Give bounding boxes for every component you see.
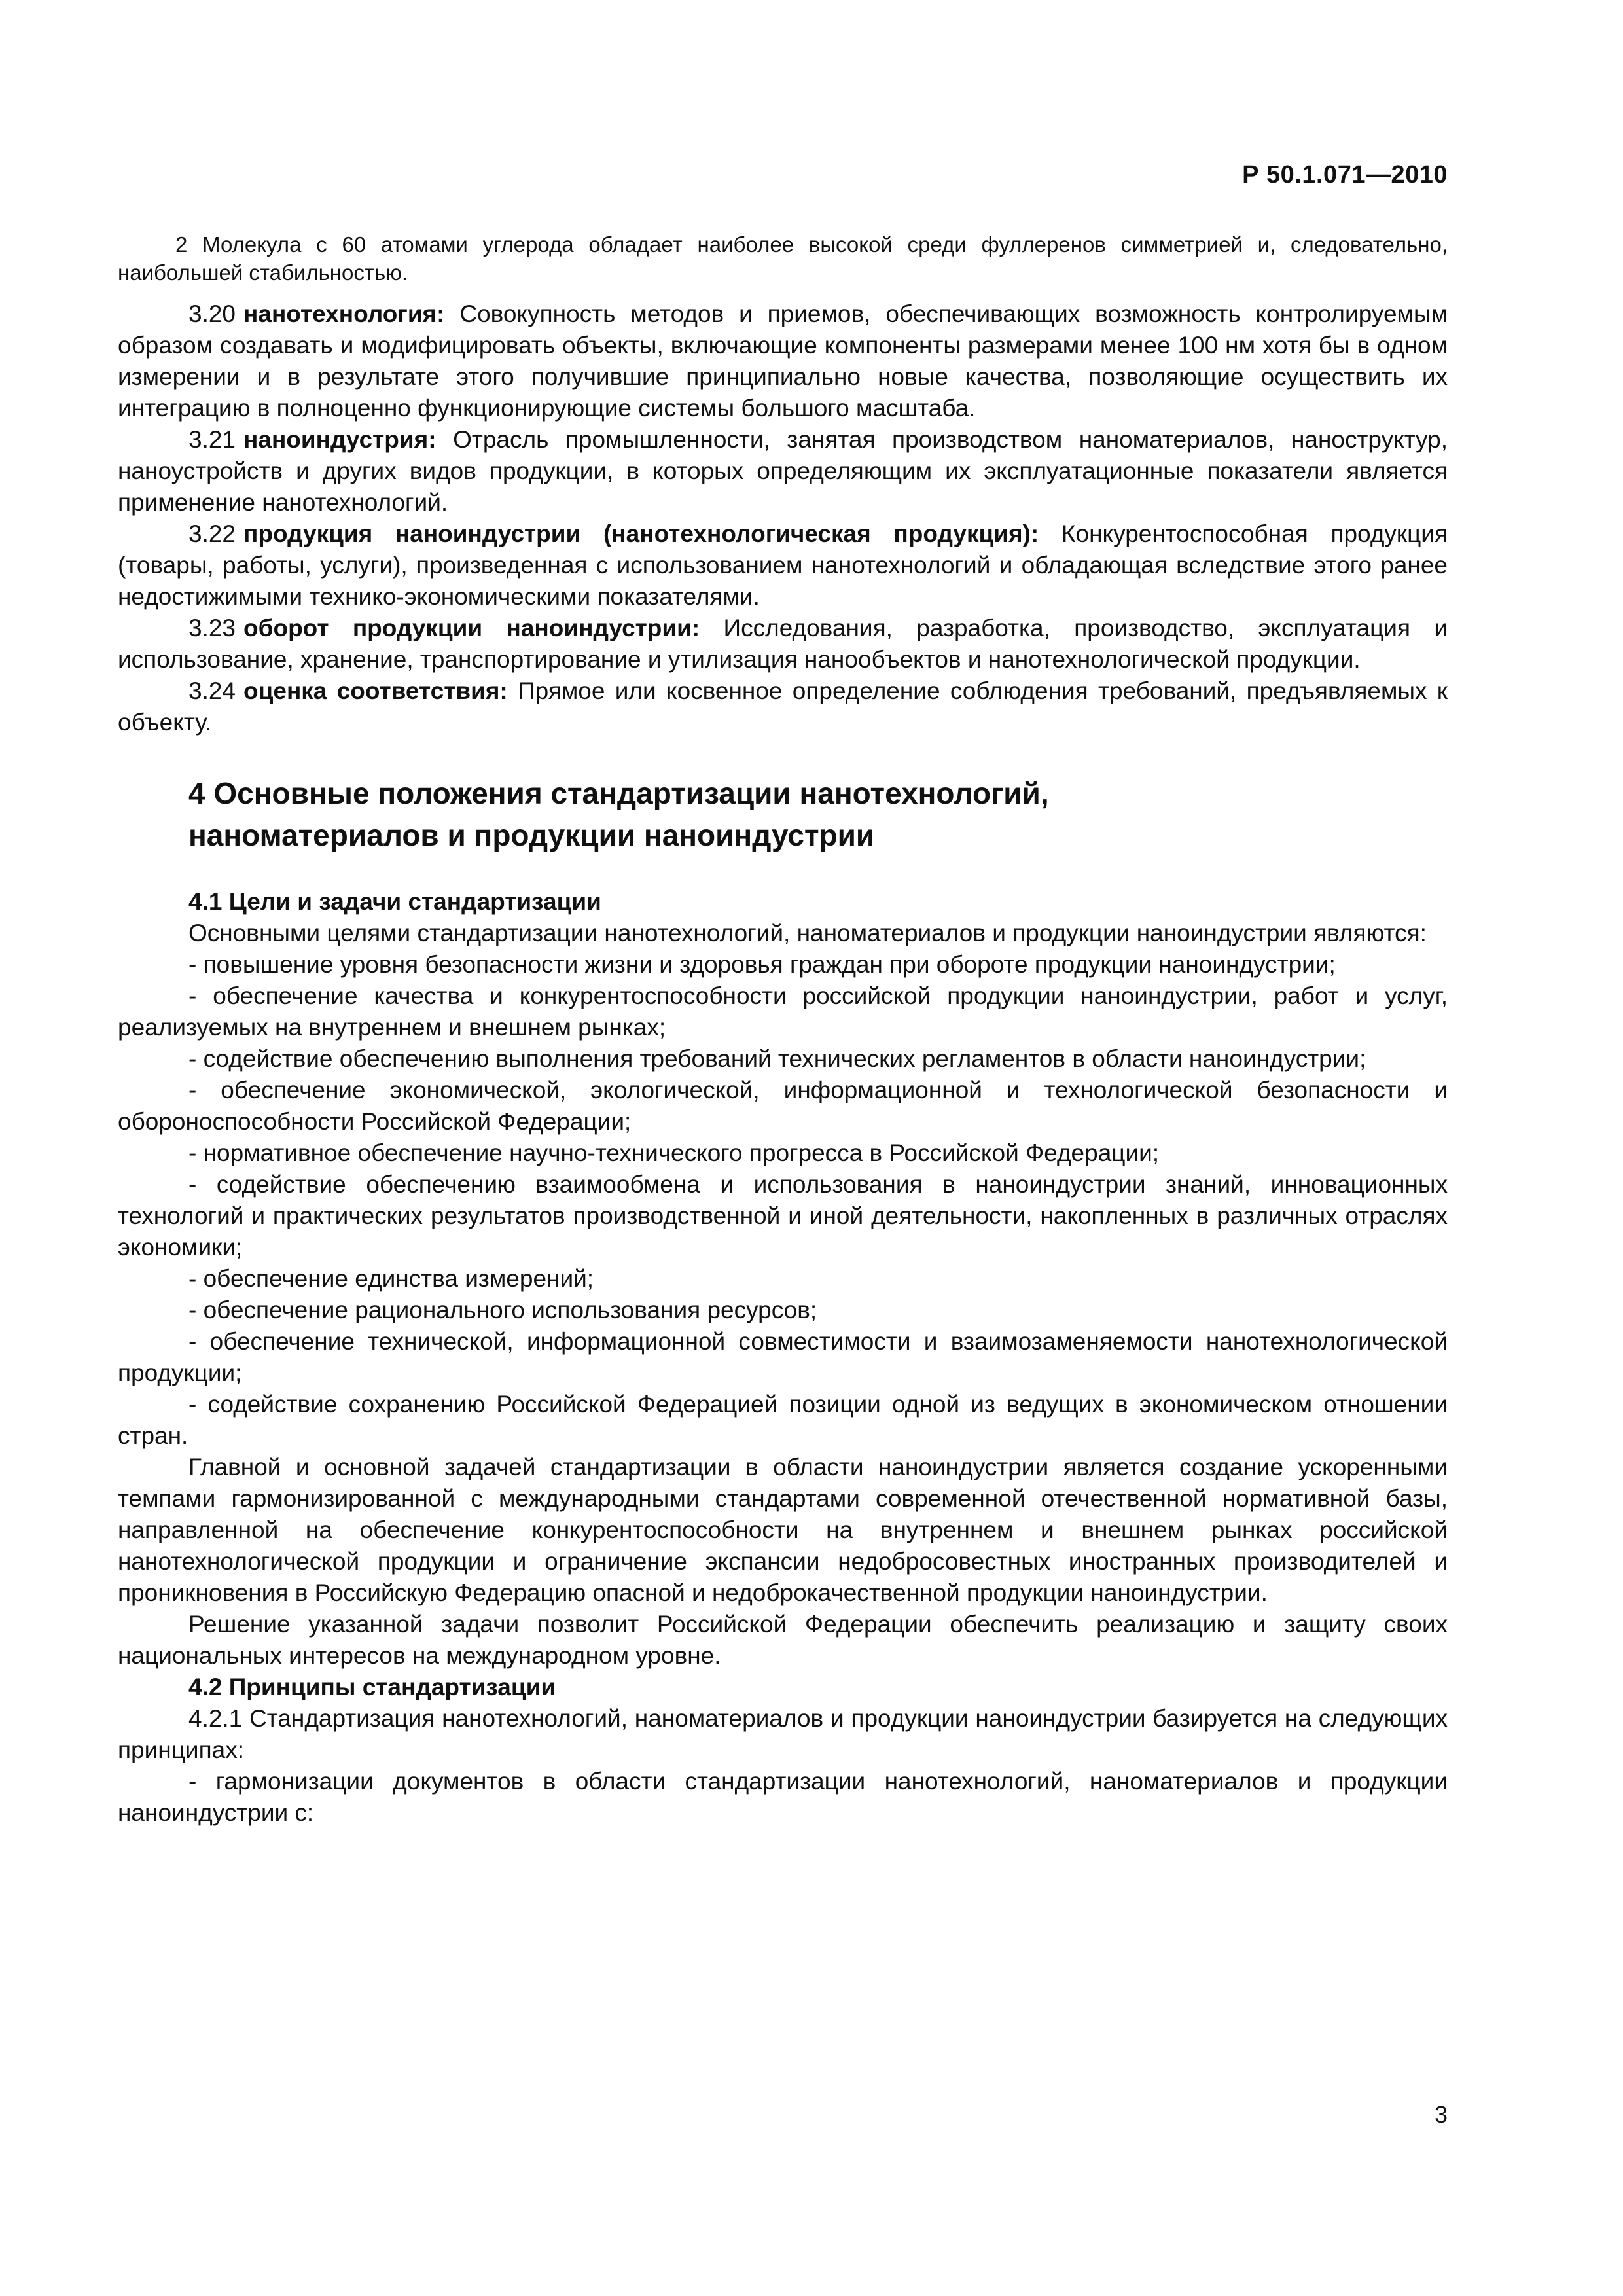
clause-4-2-1: 4.2.1 Стандартизация нанотехнологий, наноматериалов и продукции наноиндустрии базируется на следующих принципах: xyxy=(118,1705,1448,1763)
goal-item: - обеспечение единства измерений; xyxy=(188,1265,594,1292)
goal-item: - содействие обеспечению выполнения требований технических регламентов в области наноиндустрии; xyxy=(188,1045,1366,1072)
definition-3-22 xyxy=(118,518,1448,613)
definition-3-20 xyxy=(118,298,1448,424)
definition-3-23 xyxy=(118,613,1448,675)
definition-3-21 xyxy=(118,424,1448,518)
definition-text: Исследования, разработка, производство, эксплуатация и использование, хранение, транспортирование и утилизация нанообъектов и нанотехнологической продукции. xyxy=(118,615,1448,673)
goals-intro: Основными целями стандартизации нанотехнологий, наноматериалов и продукции наноиндустрии являются: xyxy=(188,920,1427,946)
definition-text: Прямое или косвенное определение соблюдения требований, предъявляемых к объекту. xyxy=(118,677,1448,736)
goal-item: - обеспечение рационального использования ресурсов; xyxy=(188,1297,817,1323)
page-number: 3 xyxy=(1434,2101,1448,2128)
definition-term: продукция наноиндустрии (нанотехнологическая продукция): xyxy=(243,520,1039,547)
section-4-heading xyxy=(118,772,1448,856)
section-heading-line-2: наноматериалов и продукции наноиндустрии xyxy=(188,818,875,852)
goal-item: - содействие обеспечению взаимообмена и использования в наноиндустрии знаний, инновационных технологий и практических результатов производственной и иной деятельности, накопленных в различных отраслях экономики; xyxy=(118,1171,1448,1261)
definition-number: 3.20 xyxy=(188,300,236,327)
solution-paragraph: Решение указанной задачи позволит Российской Федерации обеспечить реализацию и защиту своих национальных интересов на международном уровне. xyxy=(118,1611,1448,1669)
definition-term: наноиндустрия: xyxy=(243,426,437,453)
main-task-paragraph: Главной и основной задачей стандартизации в области наноиндустрии является создание ускоренными темпами гармонизированной с международными стандартами современной отечественной нормативной базы, направленной на обеспечение конкурентоспособности на внутреннем и внешнем рынках российской нанотехнологической продукции и ограничение экспансии недобросовестных иностранных производителей и проникновения в Российскую Федерацию опасной и недоброкачественной продукции наноиндустрии. xyxy=(118,1454,1448,1606)
definition-number: 3.23 xyxy=(188,615,236,641)
definition-number: 3.24 xyxy=(188,677,236,704)
definition-text: Отрасль промышленности, занятая производством наноматериалов, наноструктур, наноустройств и других видов продукции, в которых определяющим их эксплуатационные показатели является применение нанотехнологий. xyxy=(118,426,1448,516)
goal-item: - обеспечение технической, информационной совместимости и взаимозаменяемости нанотехнологической продукции; xyxy=(118,1328,1448,1386)
goal-item: - повышение уровня безопасности жизни и здоровья граждан при обороте продукции наноиндустрии; xyxy=(188,951,1336,978)
goal-item: - обеспечение экономической, экологической, информационной и технологической безопасности и обороноспособности Российской Федерации; xyxy=(118,1077,1448,1135)
definition-3-24 xyxy=(118,675,1448,738)
definition-number: 3.21 xyxy=(188,426,236,453)
section-heading-line-1: 4 Основные положения стандартизации нанотехнологий, xyxy=(188,776,1049,810)
goal-item: - нормативное обеспечение научно-технического прогресса в Российской Федерации; xyxy=(188,1139,1160,1166)
goal-item: - обеспечение качества и конкурентоспособности российской продукции наноиндустрии, работ и услуг, реализуемых на внутреннем и внешнем рынках; xyxy=(118,982,1448,1041)
page-content xyxy=(118,230,1448,1829)
definition-text: Конкурентоспособная продукция (товары, работы, услуги), произведенная с использованием нанотехнологий и обладающая вследствие этого ранее недостижимыми технико-экономическими показателями. xyxy=(118,520,1448,610)
principle-item: - гармонизации документов в области стандартизации нанотехнологий, наноматериалов и продукции наноиндустрии с: xyxy=(118,1768,1448,1826)
definition-text: Совокупность методов и приемов, обеспечивающих возможность контролируемым образом создавать и модифицировать объекты, включающие компоненты размерами менее 100 нм хотя бы в одном измерении и в результате этого получившие принципиально новые качества, позволяющие осуществить их интеграцию в полноценно функционирующие системы большого масштаба. xyxy=(118,300,1448,422)
footnote-2: 2 Молекула с 60 атомами углерода обладает наиболее высокой среди фуллеренов симметрией и, следовательно, наибольшей стабильностью. xyxy=(118,232,1448,285)
definition-term: оборот продукции наноиндустрии: xyxy=(243,615,700,641)
document-code: Р 50.1.071—2010 xyxy=(1242,161,1448,188)
definition-term: оценка соответствия: xyxy=(243,677,508,704)
goal-item: - содействие сохранению Российской Федерацией позиции одной из ведущих в экономическом отношении стран. xyxy=(118,1391,1448,1449)
definition-term: нанотехнология: xyxy=(243,300,445,327)
subsection-4-1-heading: 4.1 Цели и задачи стандартизации xyxy=(188,888,601,915)
subsection-4-2-heading: 4.2 Принципы стандартизации xyxy=(188,1674,556,1700)
definition-number: 3.22 xyxy=(188,520,236,547)
